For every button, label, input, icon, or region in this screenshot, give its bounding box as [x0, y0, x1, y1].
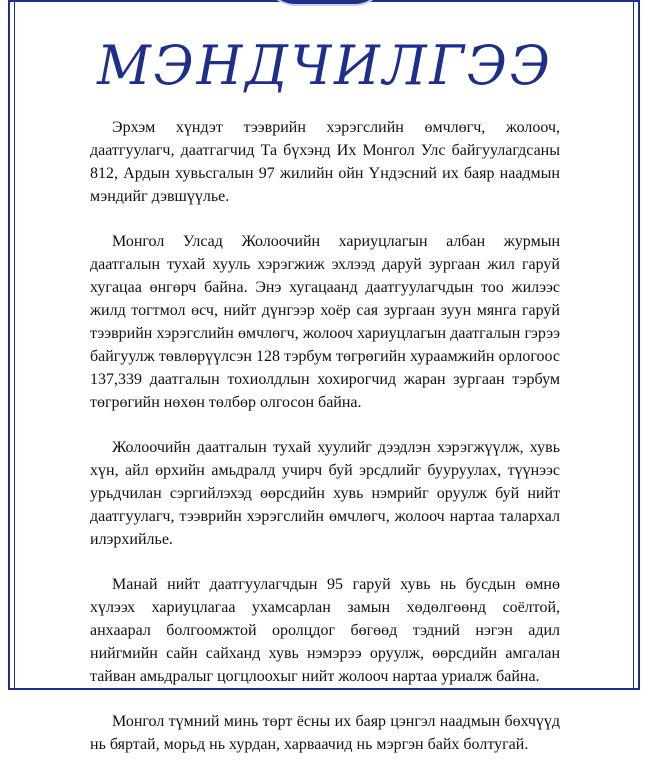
- page-title: МЭНДЧИЛГЭЭ: [97, 34, 553, 97]
- letter-body: [90, 116, 560, 778]
- paragraph-4: Манай нийт даатгуулагчдын 95 гаруй хувь нь бусдын өмнө хүлээх хариуцлагаа ухамсарлан замын хөдөлгөөнд соёлтой, анхаарал болгоомжтой оролцдог бөгөөд тэдний нэгэн адил нийгмийн сайн сайханд хувь нэмэрээ оруулж, өөрсдийн амгалан тайван амьдралыг цогцлоохыг нийт жолооч нартаа уриалж байна.: [90, 576, 560, 685]
- paragraph-3: Жолоочийн даатгалын тухай хуулийг дээдлэн хэрэгжүүлж, хувь хүн, айл өрхийн амьдралд учирч буй эрсдлийг бууруулах, түүнээс урьдчилан сэргийлэхэд өөрсдийн хувь нэмрийг оруулж буй нийт даатгуулагч, тээврийн хэрэгслийн өмчлөгч, жолооч нартаа талархал илэрхийлье.: [90, 439, 560, 548]
- paragraph-1: Эрхэм хүндэт тээврийн хэрэгслийн өмчлөгч, жолооч, даатгуулагч, даатгагчид Та бүхэнд Их Монгол Улс байгуулагдсаны 812, Ардын хувьсгалын 97 жилийн ойн Үндэсний их баяр наадмын мэндийг дэвшүүлье.: [90, 119, 560, 205]
- paragraph-2: Монгол Улсад Жолоочийн хариуцлагын албан журмын даатгалын тухай хууль хэрэгжиж эхлээд даруй зургаан жил гаруй хугацаа өнгөрч байна. Энэ хугацаанд даатгуулагчдын тоо жилээс жилд тогтмол өсч, нийт дүнгээр хоёр сая зургаан зуун мянга гаруй тээврийн хэрэгслийн өмчлөгч, жолооч хариуцлагын даатгалын гэрээ байгуулж төвлөрүүлсэн 128 тэрбум төгрөгийн хураамжийн орлогоос 137,339 даатгалын тохиолдлын хохирогчид жаран зургаан тэрбум төгрөгийн нөхөн төлбөр олгосон байна.: [90, 233, 560, 411]
- paragraph-5: Монгол түмний минь төрт ёсны их баяр цэнгэл наадмын бөхчүүд нь бяртай, морьд нь хурдан, харваачид нь мэргэн байх болтугай.: [90, 713, 560, 753]
